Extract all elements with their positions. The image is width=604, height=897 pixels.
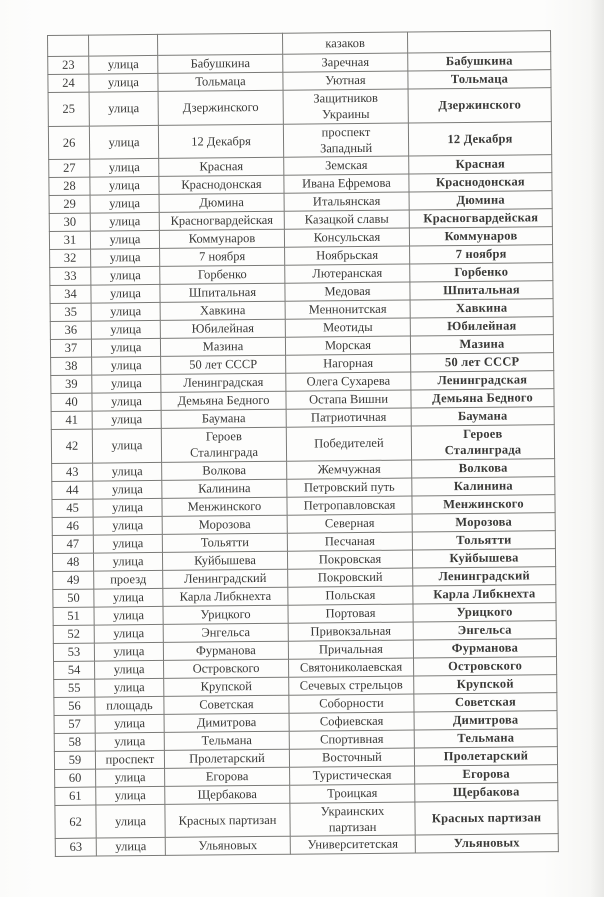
cell-old-name: Коммунаров [159, 229, 284, 248]
cell-old-name: Тольятти [162, 533, 287, 552]
cell-street-type: улица [92, 410, 161, 429]
cell-old-name-bold: Дзержинского [408, 88, 551, 123]
cell-number [48, 35, 89, 56]
cell-number: 29 [49, 195, 90, 213]
cell-old-name: Красная [159, 157, 284, 176]
cell-old-name: Фурманова [163, 641, 288, 660]
cell-street-type: улица [90, 212, 159, 231]
cell-new-name: Покровская [287, 550, 412, 569]
cell-number: 55 [54, 679, 95, 697]
cell-old-name: Тельмана [164, 731, 289, 750]
cell-street-type: улица [93, 462, 162, 481]
cell-new-name: Соборности [289, 694, 414, 713]
cell-new-name: Петропавловская [287, 496, 412, 515]
cell-number: 62 [55, 805, 96, 839]
cell-new-name: Ноябрьская [285, 246, 410, 265]
cell-number: 48 [52, 553, 93, 571]
cell-old-name-bold: Калинина [412, 476, 555, 495]
cell-old-name-bold: Энгельса [413, 620, 556, 639]
cell-new-name: Польская [288, 586, 413, 605]
cell-old-name-bold: Советская [414, 692, 557, 711]
cell-number: 30 [49, 213, 90, 231]
cell-number: 24 [48, 74, 89, 92]
cell-new-name: Морская [285, 336, 410, 355]
cell-old-name-bold: Коммунаров [409, 227, 552, 246]
cell-old-name: Димитрова [164, 713, 289, 732]
cell-old-name: Баумана [161, 409, 286, 428]
cell-old-name-bold: Тельмана [414, 728, 557, 747]
cell-street-type: проезд [94, 570, 163, 589]
cell-old-name: Егорова [165, 767, 290, 786]
cell-old-name-bold: Горбенко [410, 263, 553, 282]
cell-new-name: Меотиды [285, 318, 410, 337]
cell-old-name-bold: Красных партизан [415, 800, 558, 835]
cell-old-name-bold: Менжинского [412, 494, 555, 513]
cell-old-name: Карла Либкнехта [163, 587, 288, 606]
cell-street-type: улица [92, 392, 161, 411]
cell-old-name-bold: Тольятти [412, 530, 555, 549]
cell-old-name: Героев Сталинграда [161, 427, 286, 462]
cell-number: 23 [48, 56, 89, 74]
cell-old-name-bold: Ленинградская [411, 371, 554, 390]
cell-old-name: Щербакова [165, 785, 290, 804]
cell-street-type: улица [89, 55, 158, 74]
cell-street-type: улица [95, 732, 164, 751]
cell-street-type: улица [90, 176, 159, 195]
cell-old-name: Калинина [162, 479, 287, 498]
cell-street-type: улица [91, 320, 160, 339]
cell-old-name: Ленинградский [163, 569, 288, 588]
cell-number: 34 [50, 285, 91, 303]
cell-street-type: улица [94, 624, 163, 643]
cell-street-type: улица [96, 804, 165, 838]
cell-number: 32 [50, 249, 91, 267]
cell-new-name: Привокзальная [288, 622, 413, 641]
cell-old-name: 50 лет СССР [161, 355, 286, 374]
cell-old-name: Шпитальная [160, 283, 285, 302]
cell-old-name-bold: Урицкого [413, 602, 556, 621]
cell-street-type: улица [92, 428, 161, 462]
cell-street-type: улица [90, 230, 159, 249]
cell-street-type: улица [95, 714, 164, 733]
cell-old-name: 7 ноября [160, 247, 285, 266]
cell-number: 26 [48, 126, 89, 160]
cell-new-name: Троицкая [290, 784, 415, 803]
cell-new-name: Причальная [288, 640, 413, 659]
cell-street-type: улица [91, 338, 160, 357]
cell-new-name: Украинских партизан [290, 802, 415, 837]
cell-new-name: Земская [284, 156, 409, 175]
cell-old-name-bold: Островского [413, 656, 556, 675]
cell-new-name: Меннонитская [285, 300, 410, 319]
cell-street-type: улица [91, 266, 160, 285]
cell-number: 35 [50, 303, 91, 321]
cell-new-name: Покровский [288, 568, 413, 587]
cell-new-name: Медовая [285, 282, 410, 301]
cell-old-name-bold: Фурманова [413, 638, 556, 657]
cell-number: 42 [51, 429, 92, 463]
cell-street-type: улица [93, 498, 162, 517]
cell-old-name-bold: Героев Сталинграда [411, 425, 554, 460]
cell-old-name-bold: Димитрова [414, 710, 557, 729]
cell-street-type: улица [96, 837, 165, 856]
cell-new-name: Восточный [289, 748, 414, 767]
cell-old-name: Хавкина [160, 301, 285, 320]
cell-old-name: Менжинского [162, 497, 287, 516]
cell-new-name: Святониколаевская [288, 658, 413, 677]
cell-old-name: Дюмина [159, 193, 284, 212]
cell-street-type: улица [89, 73, 158, 92]
cell-old-name-bold: Волкова [412, 458, 555, 477]
cell-old-name: 12 Декабря [158, 124, 283, 159]
cell-number: 25 [48, 92, 89, 126]
cell-old-name-bold: Тольмаца [408, 70, 551, 89]
cell-street-type: площадь [95, 696, 164, 715]
cell-old-name: Бабушкина [158, 54, 283, 73]
cell-old-name-bold: Ульяновых [415, 834, 558, 853]
cell-new-name: Ивана Ефремова [284, 174, 409, 193]
cell-number: 40 [51, 393, 92, 411]
cell-street-type: улица [96, 786, 165, 805]
cell-new-name: Защитников Украины [283, 89, 408, 124]
cell-new-name: Жемчужная [287, 460, 412, 479]
cell-number: 52 [53, 625, 94, 643]
street-table-body [48, 31, 559, 857]
cell-number: 63 [55, 838, 96, 856]
cell-number: 36 [50, 321, 91, 339]
cell-new-name: Университетская [290, 835, 415, 854]
table-row [55, 834, 558, 857]
cell-old-name: Красных партизан [165, 803, 290, 838]
cell-street-type [89, 34, 158, 56]
cell-new-name: Лютеранская [285, 264, 410, 283]
cell-old-name-bold: Красная [409, 155, 552, 174]
cell-number: 33 [50, 267, 91, 285]
cell-number: 57 [54, 715, 95, 733]
cell-number: 41 [51, 411, 92, 429]
table-row [48, 121, 551, 159]
cell-new-name: Итальянская [284, 192, 409, 211]
cell-old-name-bold: Куйбышева [412, 548, 555, 567]
cell-old-name-bold [407, 31, 550, 53]
cell-old-name: Дзержинского [158, 90, 283, 125]
cell-old-name: Куйбышева [162, 551, 287, 570]
street-renaming-table [47, 30, 559, 857]
cell-old-name-bold: Щербакова [415, 782, 558, 801]
cell-old-name: Морозова [162, 515, 287, 534]
cell-number: 44 [52, 481, 93, 499]
cell-street-type: улица [94, 606, 163, 625]
cell-street-type: улица [94, 642, 163, 661]
cell-new-name: Консульская [284, 228, 409, 247]
cell-old-name-bold: Хавкина [410, 299, 553, 318]
cell-old-name: Островского [164, 659, 289, 678]
cell-street-type: улица [93, 516, 162, 535]
table-row [48, 88, 551, 126]
cell-new-name: Петровский путь [287, 478, 412, 497]
cell-new-name: Победителей [286, 426, 411, 461]
cell-old-name-bold: Крупской [414, 674, 557, 693]
cell-new-name: Портовая [288, 604, 413, 623]
cell-old-name-bold: Егорова [415, 764, 558, 783]
cell-old-name: Пролетарский [164, 749, 289, 768]
cell-street-type: улица [95, 678, 164, 697]
cell-street-type: улица [91, 284, 160, 303]
cell-street-type: улица [92, 374, 161, 393]
cell-new-name: Патриотичная [286, 408, 411, 427]
cell-old-name: Тольмаца [158, 72, 283, 91]
cell-street-type: улица [92, 356, 161, 375]
cell-number: 45 [52, 499, 93, 517]
scan-shadow [590, 0, 604, 897]
cell-new-name: Софиевская [289, 712, 414, 731]
cell-number: 37 [50, 339, 91, 357]
cell-old-name: Советская [164, 695, 289, 714]
cell-number: 49 [53, 571, 94, 589]
cell-number: 43 [52, 463, 93, 481]
cell-old-name-bold: Баумана [411, 407, 554, 426]
cell-new-name: проспект Западный [283, 123, 408, 158]
cell-new-name: Олега Сухарева [286, 372, 411, 391]
cell-old-name-bold: Демьяна Бедного [411, 389, 554, 408]
cell-old-name-bold: Мазина [410, 335, 553, 354]
cell-old-name: Ульяновых [165, 836, 290, 855]
cell-number: 28 [49, 177, 90, 195]
cell-old-name: Горбенко [160, 265, 285, 284]
cell-new-name: Туристическая [290, 766, 415, 785]
cell-old-name-bold: 7 ноября [410, 245, 553, 264]
cell-number: 56 [54, 697, 95, 715]
cell-old-name: Урицкого [163, 605, 288, 624]
cell-old-name: Краснодонская [159, 175, 284, 194]
cell-number: 58 [54, 733, 95, 751]
cell-number: 46 [52, 517, 93, 535]
cell-new-name: Спортивная [289, 730, 414, 749]
cell-street-type: улица [90, 158, 159, 177]
cell-street-type: улица [91, 248, 160, 267]
cell-number: 27 [49, 159, 90, 177]
cell-old-name: Крупской [164, 677, 289, 696]
cell-number: 59 [54, 751, 95, 769]
cell-old-name-bold: 50 лет СССР [411, 353, 554, 372]
cell-street-type: проспект [95, 750, 164, 769]
cell-street-type: улица [93, 552, 162, 571]
cell-new-name: Заречная [283, 53, 408, 72]
cell-old-name-bold: Ленинградский [413, 566, 556, 585]
cell-old-name: Красногвардейская [159, 211, 284, 230]
cell-old-name: Энгельса [163, 623, 288, 642]
cell-new-name: Нагорная [286, 354, 411, 373]
cell-old-name-bold: Краснодонская [409, 173, 552, 192]
cell-number: 47 [52, 535, 93, 553]
cell-new-name: Сечевых стрельцов [289, 676, 414, 695]
cell-old-name: Юбилейная [160, 319, 285, 338]
cell-new-name: Песчаная [287, 532, 412, 551]
cell-street-type: улица [91, 302, 160, 321]
cell-number: 53 [53, 643, 94, 661]
cell-number: 38 [51, 357, 92, 375]
cell-old-name [157, 33, 282, 55]
cell-old-name: Демьяна Бедного [161, 391, 286, 410]
cell-street-type: улица [89, 91, 158, 125]
cell-new-name: Уютная [283, 71, 408, 90]
cell-number: 50 [53, 589, 94, 607]
cell-number: 54 [54, 661, 95, 679]
cell-street-type: улица [94, 588, 163, 607]
cell-old-name: Ленинградская [161, 373, 286, 392]
cell-street-type: улица [90, 194, 159, 213]
cell-number: 61 [55, 787, 96, 805]
cell-number: 31 [49, 231, 90, 249]
cell-number: 39 [51, 375, 92, 393]
cell-number: 60 [55, 769, 96, 787]
cell-old-name-bold: Юбилейная [410, 317, 553, 336]
cell-number: 51 [53, 607, 94, 625]
cell-old-name-bold: Карла Либкнехта [413, 584, 556, 603]
cell-old-name-bold: Морозова [412, 512, 555, 531]
cell-new-name: Остапа Вишни [286, 390, 411, 409]
cell-new-name: Казацкой славы [284, 210, 409, 229]
cell-new-name: Северная [287, 514, 412, 533]
cell-old-name-bold: 12 Декабря [408, 121, 551, 156]
cell-old-name-bold: Бабушкина [408, 52, 551, 71]
cell-street-type: улица [89, 125, 158, 159]
table-row [55, 800, 558, 838]
cell-old-name-bold: Пролетарский [414, 746, 557, 765]
cell-street-type: улица [93, 534, 162, 553]
cell-old-name: Волкова [162, 461, 287, 480]
cell-old-name-bold: Дюмина [409, 191, 552, 210]
cell-old-name-bold: Шпитальная [410, 281, 553, 300]
cell-old-name: Мазина [160, 337, 285, 356]
cell-street-type: улица [93, 480, 162, 499]
cell-street-type: улица [96, 768, 165, 787]
cell-new-name: казаков [282, 32, 407, 54]
table-row [51, 425, 554, 463]
cell-old-name-bold: Красногвардейская [409, 209, 552, 228]
cell-street-type: улица [95, 660, 164, 679]
